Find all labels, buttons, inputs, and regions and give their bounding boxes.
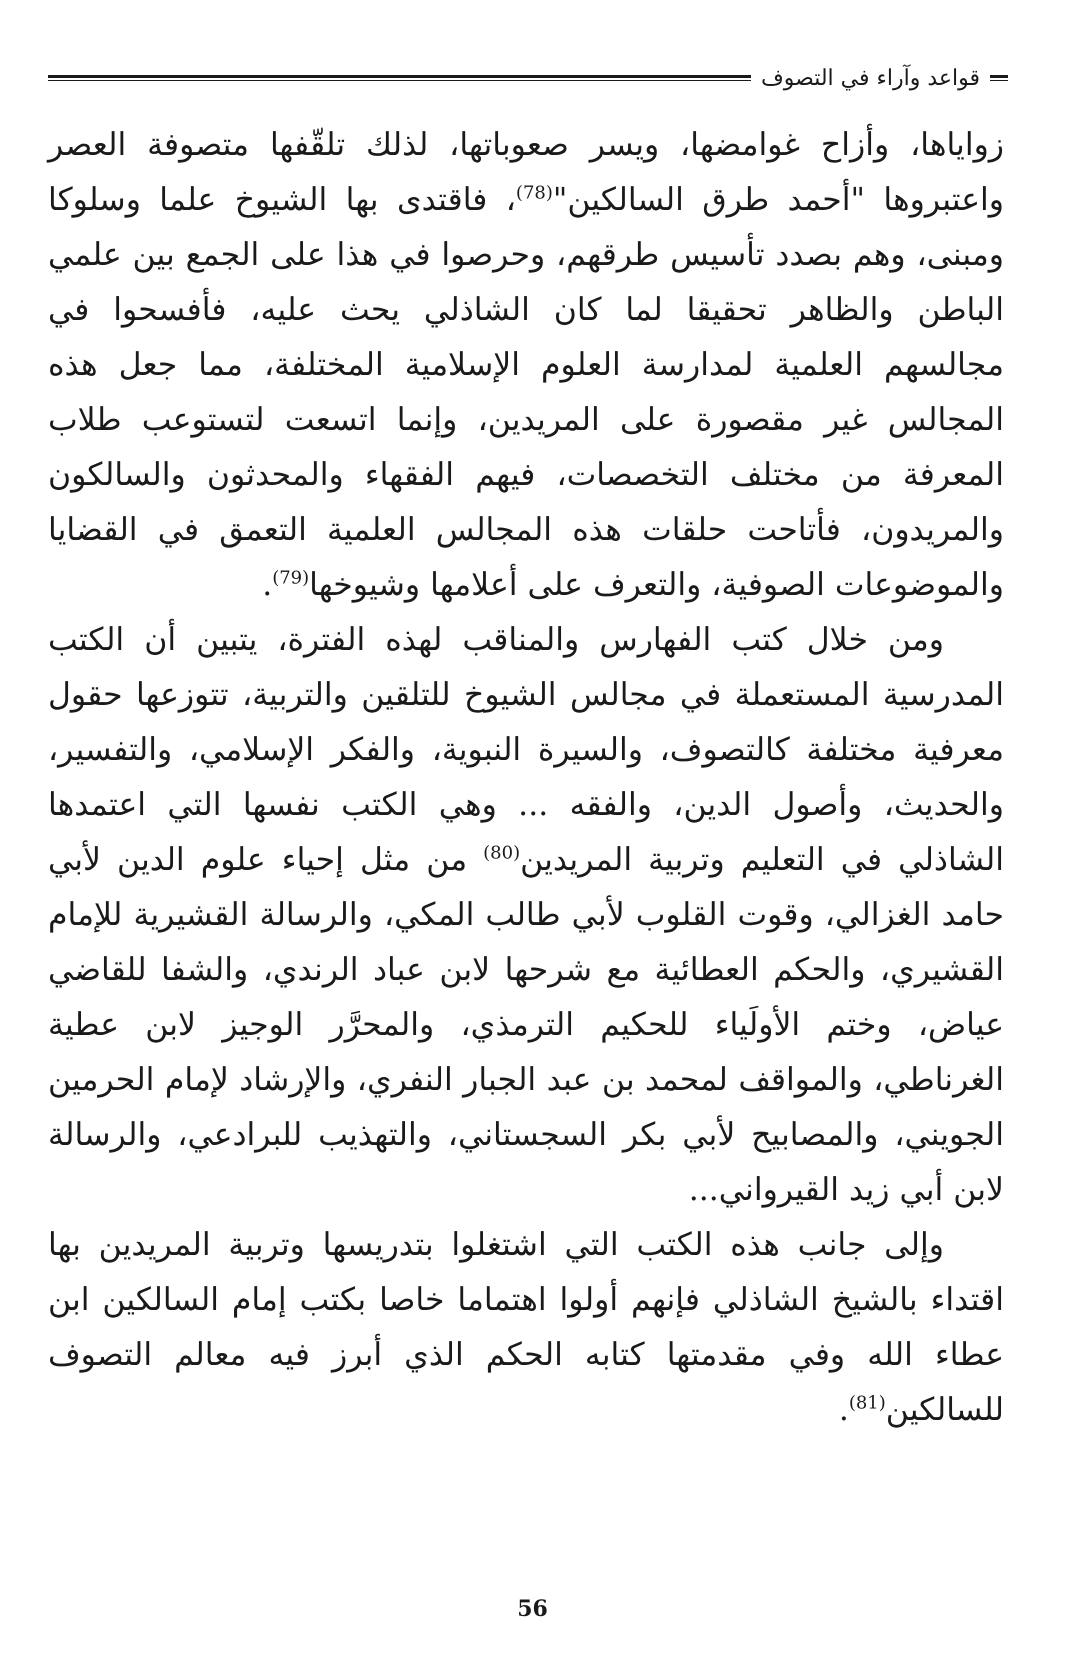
paragraph-2 xyxy=(48,613,1004,1218)
paragraph-text: . xyxy=(838,1392,849,1428)
footnote-ref-79: (79) xyxy=(272,567,310,589)
footnote-ref-81: (81) xyxy=(848,1392,886,1414)
paragraph-text: ، فاقتدى بها الشيوخ علما وسلوكا ومبنى، وهم بصدد تأسيس طرقهم، وحرصوا في هذا على الجمع بين علمي الباطن والظاهر تحقيقا لما كان الشاذلي يحث عليه، فأفسحوا في مجالسهم العلمية لمدارسة العلوم الإسلامية المختلفة، مما جعل هذه المجالس غير مقصورة على المريدين، وإنما اتسعت لتستوعب طلاب المعرفة من مختلف التخصصات، فيهم الفقهاء والمحدثون والسالكون والمريدون، فأتاحت حلقات هذه المجالس العلمية التعمق في القضايا والموضوعات الصوفية، والتعرف على أعلامها وشيوخها xyxy=(48,182,1004,603)
running-title: قواعد وآراء في التصوف xyxy=(760,65,980,91)
footnote-ref-80: (80) xyxy=(483,842,521,864)
paragraph-3 xyxy=(48,1218,1004,1438)
paragraph-text: من مثل إحياء علوم الدين لأبي حامد الغزالي، وقوت القلوب لأبي طالب المكي، والرسالة القشيرية للإمام القشيري، والحكم العطائية مع شرحها لابن عباد الرندي، والشفا للقاضي عياض، وختم الأولَياء للحكيم الترمذي، والمحرَّر الوجيز لابن عطية الغرناطي، والمواقف لمحمد بن عبد الجبار النفري، والإرشاد لإمام الحرمين الجويني، والمصابيح لأبي بكر السجستاني، والتهذيب للبرادعي، والرسالة لابن أبي زيد القيرواني... xyxy=(48,842,1004,1208)
page-number: 56 xyxy=(517,1596,548,1622)
footnote-ref-78: (78) xyxy=(515,182,553,204)
paragraph-text: زواياها، وأزاح غوامضها، ويسر صعوباتها، لذلك تلقّفها متصوفة العصر واعتبروها "أحمد طرق السالكين" xyxy=(48,127,1004,218)
page-body xyxy=(48,118,1004,1438)
paragraph-1 xyxy=(48,118,1004,613)
paragraph-text: ومن خلال كتب الفهارس والمناقب لهذه الفترة، يتبين أن الكتب المدرسية المستعملة في مجالس الشيوخ للتلقين والتربية، تتوزعها حقول معرفية مختلفة كالتصوف، والسيرة النبوية، والفكر الإسلامي، والتفسير، والحديث، وأصول الدين، والفقه ... وهي الكتب نفسها التي اعتمدها الشاذلي في التعليم وتربية المريدين xyxy=(48,622,1005,878)
header-rule-right xyxy=(990,75,1008,81)
paragraph-text: وإلى جانب هذه الكتب التي اشتغلوا بتدريسها وتربية المريدين بها اقتداء بالشيخ الشاذلي فإنهم أولوا اهتماما خاصا بكتب إمام السالكين ابن عطاء الله وفي مقدمتها كتابه الحكم الذي أبرز فيه معالم التصوف للسالكين xyxy=(48,1227,1004,1428)
running-header xyxy=(48,60,1008,96)
paragraph-text: . xyxy=(262,567,273,603)
header-rule-left xyxy=(48,75,751,81)
